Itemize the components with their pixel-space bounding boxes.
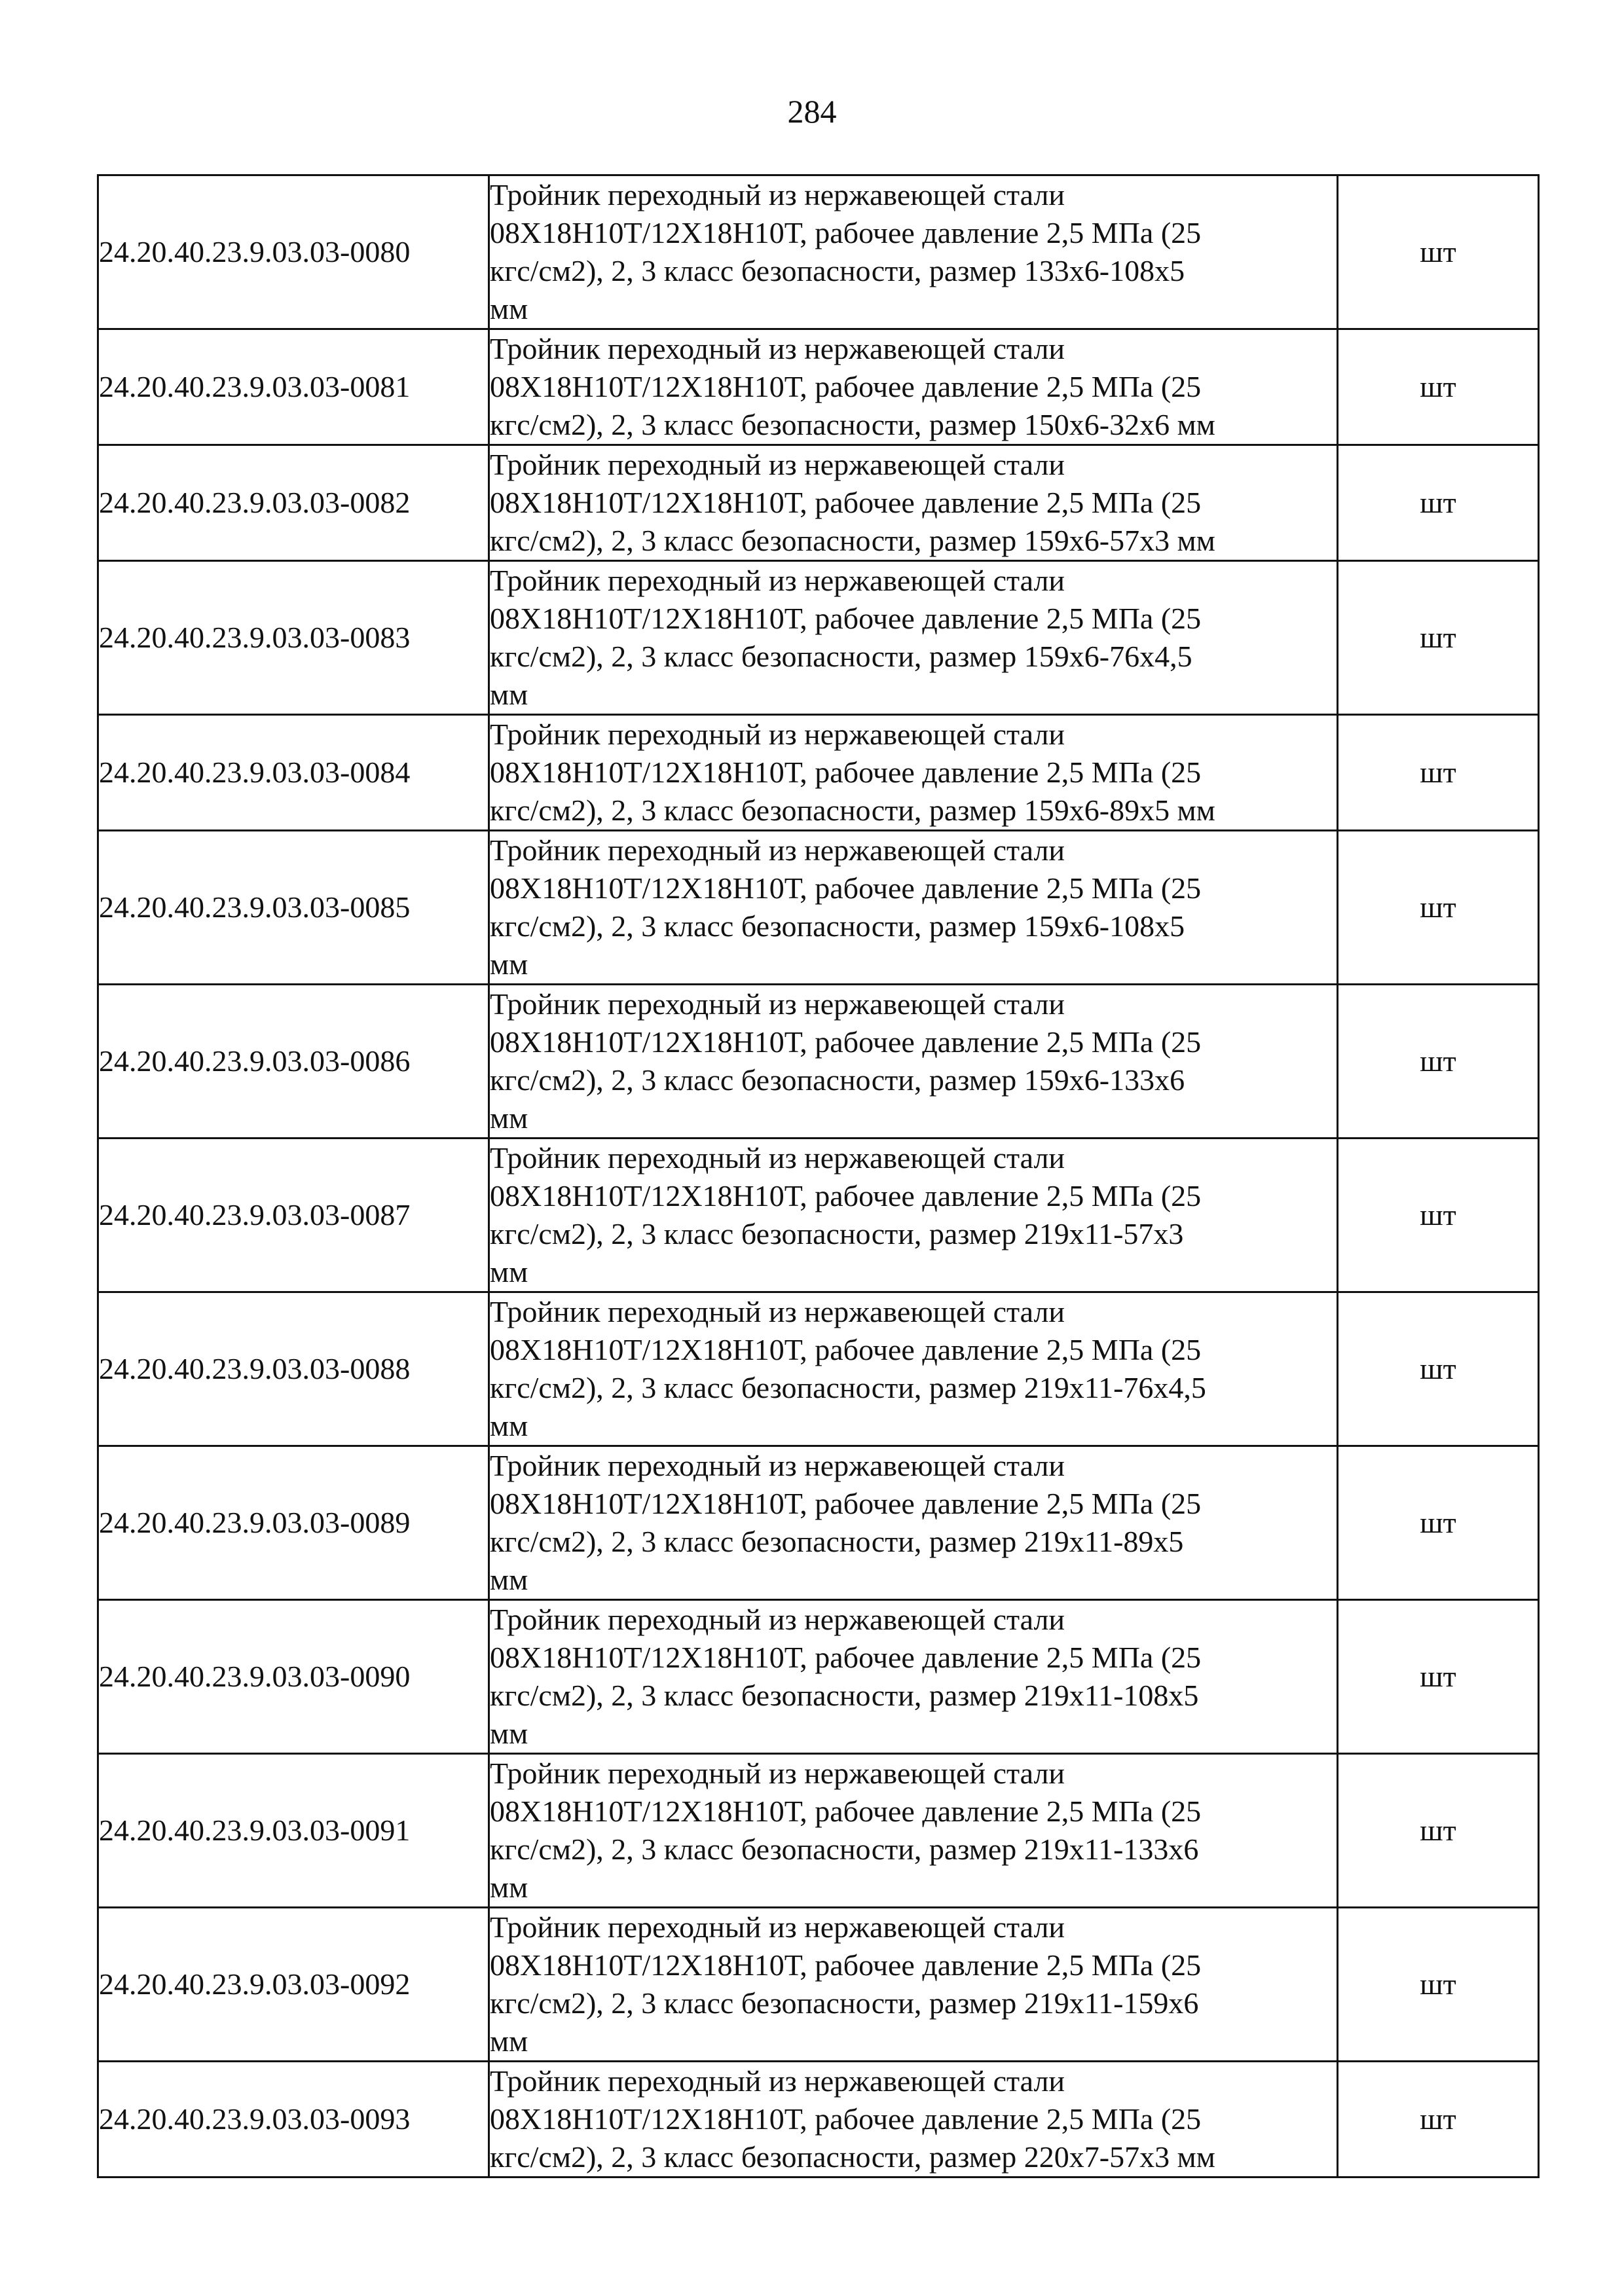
resource-description xyxy=(489,561,1338,715)
table-row xyxy=(98,1139,1539,1292)
resource-code: 24.20.40.23.9.03.03-0083 xyxy=(98,561,489,715)
resource-description xyxy=(489,445,1338,561)
description-line: 08Х18Н10Т/12Х18Н10Т, рабочее давление 2,5 МПа (25 xyxy=(490,216,1202,249)
description-line: мм xyxy=(490,1101,528,1135)
table-row xyxy=(98,1754,1539,1908)
resource-code: 24.20.40.23.9.03.03-0093 xyxy=(98,2062,489,2178)
resource-description xyxy=(489,985,1338,1139)
unit-of-measure: шт xyxy=(1338,1600,1539,1754)
resource-description xyxy=(489,2062,1338,2178)
description-line: кгс/см2), 2, 3 класс безопасности, размер 133х6-108х5 xyxy=(490,254,1185,287)
description-line: кгс/см2), 2, 3 класс безопасности, размер 150х6-32х6 мм xyxy=(490,408,1215,441)
description-line: 08Х18Н10Т/12Х18Н10Т, рабочее давление 2,5 МПа (25 xyxy=(490,370,1202,403)
resource-code: 24.20.40.23.9.03.03-0086 xyxy=(98,985,489,1139)
description-line: кгс/см2), 2, 3 класс безопасности, размер 159х6-57х3 мм xyxy=(490,524,1215,557)
unit-of-measure: шт xyxy=(1338,1139,1539,1292)
resource-description xyxy=(489,715,1338,831)
description-line: Тройник переходный из нержавеющей стали xyxy=(490,833,1065,867)
description-line: Тройник переходный из нержавеющей стали xyxy=(490,564,1065,597)
resource-code: 24.20.40.23.9.03.03-0088 xyxy=(98,1292,489,1446)
table-row xyxy=(98,2062,1539,2178)
unit-of-measure: шт xyxy=(1338,561,1539,715)
description-line: 08Х18Н10Т/12Х18Н10Т, рабочее давление 2,5 МПа (25 xyxy=(490,602,1202,635)
description-line: 08Х18Н10Т/12Х18Н10Т, рабочее давление 2,5 МПа (25 xyxy=(490,871,1202,905)
description-line: мм xyxy=(490,947,528,981)
table-row xyxy=(98,1908,1539,2062)
description-line: Тройник переходный из нержавеющей стали xyxy=(490,1757,1065,1790)
resource-code: 24.20.40.23.9.03.03-0085 xyxy=(98,831,489,985)
table-row xyxy=(98,329,1539,445)
description-line: Тройник переходный из нержавеющей стали xyxy=(490,1141,1065,1175)
resource-code: 24.20.40.23.9.03.03-0084 xyxy=(98,715,489,831)
description-line: Тройник переходный из нержавеющей стали xyxy=(490,718,1065,751)
description-line: кгс/см2), 2, 3 класс безопасности, размер 159х6-76х4,5 xyxy=(490,640,1192,673)
resource-description xyxy=(489,1908,1338,2062)
description-line: мм xyxy=(490,1409,528,1442)
description-line: Тройник переходный из нержавеющей стали xyxy=(490,2064,1065,2098)
page-number: 284 xyxy=(787,93,837,130)
description-line: 08Х18Н10Т/12Х18Н10Т, рабочее давление 2,5 МПа (25 xyxy=(490,1179,1202,1212)
description-line: кгс/см2), 2, 3 класс безопасности, размер 159х6-89х5 мм xyxy=(490,793,1215,827)
unit-of-measure: шт xyxy=(1338,329,1539,445)
description-line: 08Х18Н10Т/12Х18Н10Т, рабочее давление 2,5 МПа (25 xyxy=(490,1795,1202,1828)
description-line: 08Х18Н10Т/12Х18Н10Т, рабочее давление 2,5 МПа (25 xyxy=(490,1333,1202,1366)
resource-code: 24.20.40.23.9.03.03-0090 xyxy=(98,1600,489,1754)
unit-of-measure: шт xyxy=(1338,985,1539,1139)
unit-of-measure: шт xyxy=(1338,1446,1539,1600)
description-line: кгс/см2), 2, 3 класс безопасности, размер 219х11-108х5 xyxy=(490,1679,1199,1712)
resource-description xyxy=(489,329,1338,445)
description-line: Тройник переходный из нержавеющей стали xyxy=(490,178,1065,211)
resource-description xyxy=(489,1600,1338,1754)
table-row xyxy=(98,1292,1539,1446)
unit-of-measure: шт xyxy=(1338,1292,1539,1446)
description-line: кгс/см2), 2, 3 класс безопасности, размер 219х11-76х4,5 xyxy=(490,1371,1206,1404)
resource-code: 24.20.40.23.9.03.03-0082 xyxy=(98,445,489,561)
description-line: мм xyxy=(490,1255,528,1288)
description-line: Тройник переходный из нержавеющей стали xyxy=(490,1295,1065,1328)
unit-of-measure: шт xyxy=(1338,1908,1539,2062)
resource-description xyxy=(489,175,1338,329)
description-line: 08Х18Н10Т/12Х18Н10Т, рабочее давление 2,5 МПа (25 xyxy=(490,1025,1202,1059)
description-line: кгс/см2), 2, 3 класс безопасности, размер 219х11-133х6 xyxy=(490,1832,1199,1866)
price-catalog-table xyxy=(97,174,1540,2178)
resource-description xyxy=(489,1446,1338,1600)
resource-code: 24.20.40.23.9.03.03-0080 xyxy=(98,175,489,329)
description-line: кгс/см2), 2, 3 класс безопасности, размер 219х11-159х6 xyxy=(490,1986,1199,2020)
description-line: кгс/см2), 2, 3 класс безопасности, размер 220х7-57х3 мм xyxy=(490,2140,1215,2174)
unit-of-measure: шт xyxy=(1338,175,1539,329)
description-line: мм xyxy=(490,678,528,711)
description-line: мм xyxy=(490,2024,528,2058)
description-line: Тройник переходный из нержавеющей стали xyxy=(490,987,1065,1021)
description-line: мм xyxy=(490,292,528,325)
table-row xyxy=(98,1600,1539,1754)
unit-of-measure: шт xyxy=(1338,715,1539,831)
description-line: кгс/см2), 2, 3 класс безопасности, размер 159х6-133х6 xyxy=(490,1063,1185,1097)
description-line: Тройник переходный из нержавеющей стали xyxy=(490,1603,1065,1636)
resource-code: 24.20.40.23.9.03.03-0087 xyxy=(98,1139,489,1292)
description-line: Тройник переходный из нержавеющей стали xyxy=(490,1449,1065,1482)
description-line: 08Х18Н10Т/12Х18Н10Т, рабочее давление 2,5 МПа (25 xyxy=(490,2102,1202,2136)
description-line: 08Х18Н10Т/12Х18Н10Т, рабочее давление 2,5 МПа (25 xyxy=(490,756,1202,789)
description-line: кгс/см2), 2, 3 класс безопасности, размер 219х11-57х3 xyxy=(490,1217,1184,1250)
unit-of-measure: шт xyxy=(1338,445,1539,561)
description-line: кгс/см2), 2, 3 класс безопасности, размер 219х11-89х5 xyxy=(490,1525,1184,1558)
description-line: 08Х18Н10Т/12Х18Н10Т, рабочее давление 2,5 МПа (25 xyxy=(490,486,1202,519)
resource-code: 24.20.40.23.9.03.03-0091 xyxy=(98,1754,489,1908)
table-row xyxy=(98,445,1539,561)
resource-description xyxy=(489,1754,1338,1908)
table-row xyxy=(98,831,1539,985)
table-row xyxy=(98,561,1539,715)
resource-code: 24.20.40.23.9.03.03-0081 xyxy=(98,329,489,445)
table-row xyxy=(98,1446,1539,1600)
description-line: 08Х18Н10Т/12Х18Н10Т, рабочее давление 2,5 МПа (25 xyxy=(490,1641,1202,1674)
unit-of-measure: шт xyxy=(1338,2062,1539,2178)
description-line: Тройник переходный из нержавеющей стали xyxy=(490,1910,1065,1944)
table-row xyxy=(98,715,1539,831)
catalog-body xyxy=(98,175,1539,2178)
description-line: 08Х18Н10Т/12Х18Н10Т, рабочее давление 2,5 МПа (25 xyxy=(490,1487,1202,1520)
resource-code: 24.20.40.23.9.03.03-0089 xyxy=(98,1446,489,1600)
description-line: кгс/см2), 2, 3 класс безопасности, размер 159х6-108х5 xyxy=(490,909,1185,943)
resource-description xyxy=(489,1292,1338,1446)
unit-of-measure: шт xyxy=(1338,1754,1539,1908)
table-row xyxy=(98,985,1539,1139)
description-line: Тройник переходный из нержавеющей стали xyxy=(490,332,1065,365)
description-line: мм xyxy=(490,1563,528,1596)
resource-description xyxy=(489,831,1338,985)
resource-description xyxy=(489,1139,1338,1292)
unit-of-measure: шт xyxy=(1338,831,1539,985)
description-line: мм xyxy=(490,1717,528,1750)
description-line: 08Х18Н10Т/12Х18Н10Т, рабочее давление 2,5 МПа (25 xyxy=(490,1948,1202,1982)
description-line: мм xyxy=(490,1870,528,1904)
description-line: Тройник переходный из нержавеющей стали xyxy=(490,448,1065,481)
table-row xyxy=(98,175,1539,329)
resource-code: 24.20.40.23.9.03.03-0092 xyxy=(98,1908,489,2062)
